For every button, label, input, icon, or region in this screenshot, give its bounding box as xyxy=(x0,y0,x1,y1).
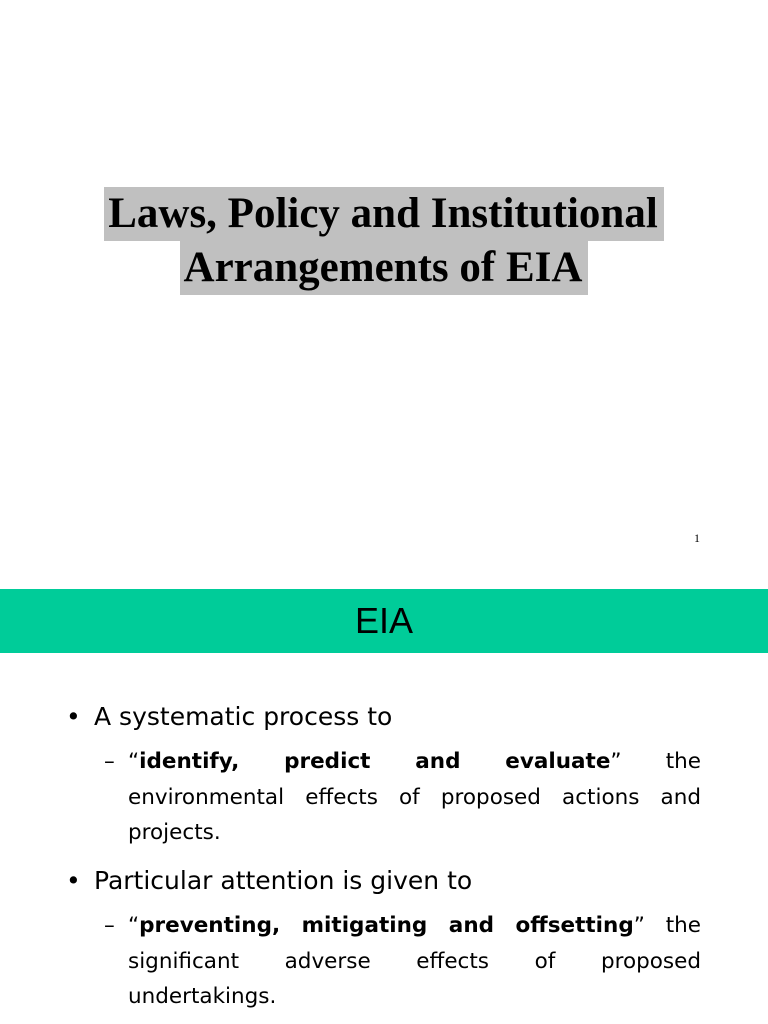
dash-icon: – xyxy=(104,913,115,938)
content-slide xyxy=(0,575,768,1024)
close-quote: ” xyxy=(633,913,645,938)
open-quote: “ xyxy=(128,913,140,938)
bullet-text: A systematic process to xyxy=(94,702,393,731)
sub-bullet-item xyxy=(104,744,701,851)
bullet-dot-icon: • xyxy=(66,702,81,731)
close-quote: ” xyxy=(610,749,622,774)
sub-bullet-text xyxy=(128,744,701,851)
bullet-item xyxy=(66,865,472,897)
open-quote: “ xyxy=(128,749,140,774)
rest-text: the significant adverse effects of proposed undertakings. xyxy=(128,913,702,1009)
title-line-2: Arrangements of EIA xyxy=(180,241,589,295)
emphasis-text: preventing, mitigating and offsetting xyxy=(139,913,634,938)
rest-text: the environmental effects of proposed actions and projects. xyxy=(128,749,701,845)
slide-heading: EIA xyxy=(0,589,768,653)
emphasis-text: identify, predict and evaluate xyxy=(139,749,611,774)
bullet-item xyxy=(66,701,392,733)
slide-number: 1 xyxy=(694,531,700,545)
sub-bullet-text xyxy=(128,908,701,1015)
sub-bullet-item xyxy=(104,908,701,1015)
bullet-text: Particular attention is given to xyxy=(94,866,473,895)
title-line-1: Laws, Policy and Institutional xyxy=(104,187,664,241)
dash-icon: – xyxy=(104,749,115,774)
slide-title xyxy=(0,187,768,295)
bullet-dot-icon: • xyxy=(66,866,81,895)
